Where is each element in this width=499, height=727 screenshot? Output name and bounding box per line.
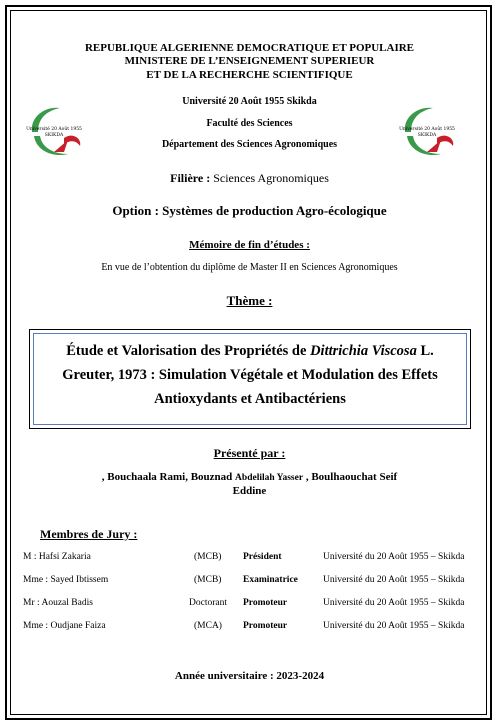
jury-member-prefix: Mr : — [23, 598, 42, 608]
jury-member-grade: Doctorant — [189, 598, 227, 608]
jury-member-row — [0, 552, 499, 566]
svg-text:Université 20 Août 1955: Université 20 Août 1955 — [26, 127, 82, 132]
svg-text:SKIKDA: SKIKDA — [44, 133, 64, 138]
option-line: Option : Systèmes de production Agro-écologique — [112, 203, 387, 218]
presented-label: Présenté par : — [213, 446, 286, 460]
faculty-name: Faculté des Sciences — [206, 118, 293, 129]
filiere-value: Sciences Agronomiques — [210, 171, 329, 185]
jury-member-institution: Université du 20 Août 1955 – Skikda — [323, 552, 465, 562]
jury-member-name: Oudjane Faiza — [50, 621, 106, 631]
jury-member-row — [0, 598, 499, 612]
jury-member-name: Aouzal Badis — [41, 598, 93, 608]
jury-member-grade: (MCB) — [194, 552, 222, 562]
jury-member-institution: Université du 20 Août 1955 – Skikda — [323, 621, 465, 631]
jury-member-role: Promoteur — [243, 621, 288, 631]
jury-member-institution: Université du 20 Août 1955 – Skikda — [323, 575, 465, 585]
jury-member-role: Président — [243, 552, 282, 562]
university-name: Université 20 Août 1955 Skikda — [182, 96, 317, 107]
jury-member-name: Sayed Ibtissem — [50, 575, 109, 585]
species-name: Dittrichia Viscosa — [310, 343, 417, 359]
academic-year: Année universitaire : 2023-2024 — [174, 670, 325, 682]
jury-member-grade: (MCB) — [194, 575, 222, 585]
jury-member-role: Examinatrice — [243, 575, 298, 585]
jury-member-row — [0, 621, 499, 635]
header-republic: REPUBLIQUE ALGERIENNE DEMOCRATIQUE ET POPULAIRE — [84, 42, 415, 54]
university-logo-right — [397, 102, 461, 160]
jury-member-prefix: Mme : — [23, 575, 51, 585]
jury-member-row — [0, 575, 499, 589]
filiere-line — [0, 171, 499, 186]
jury-member-institution: Université du 20 Août 1955 – Skikda — [323, 598, 465, 608]
header-research: ET DE LA RECHERCHE SCIENTIFIQUE — [146, 69, 353, 81]
jury-title: Membres de Jury : — [40, 527, 138, 541]
university-logo-left — [24, 102, 88, 160]
department-name: Département des Sciences Agronomiques — [161, 139, 338, 150]
header-ministry: MINISTERE DE L’ENSEIGNEMENT SUPERIEUR — [124, 55, 375, 67]
filiere-label: Filière : — [170, 171, 211, 185]
jury-member-name: Hafsi Zakaria — [38, 552, 91, 562]
theme-title: Étude et Valorisation des Propriétés de Dittrichia Viscosa L. Greuter, 1973 : Simulation Végétale et Modulation des Effets Antioxydants et Antibactériens — [62, 343, 438, 407]
jury-member-role: Promoteur — [243, 598, 288, 608]
memoire-title: Mémoire de fin d’études : — [189, 239, 310, 251]
svg-text:SKIKDA: SKIKDA — [417, 133, 437, 138]
svg-text:Université 20 Août 1955: Université 20 Août 1955 — [399, 127, 455, 132]
theme-label: Thème : — [226, 293, 273, 308]
jury-member-grade: (MCA) — [194, 621, 222, 631]
jury-member-prefix: M : — [23, 552, 39, 562]
memoire-subtitle: En vue de l’obtention du diplôme de Master II en Sciences Agronomiques — [101, 262, 398, 273]
jury-member-prefix: Mme : — [23, 621, 51, 631]
presenters: , Bouchaala Rami, Bouznad Abdelilah Yasser , Boulhaouchat Seif Eddine — [101, 471, 398, 497]
